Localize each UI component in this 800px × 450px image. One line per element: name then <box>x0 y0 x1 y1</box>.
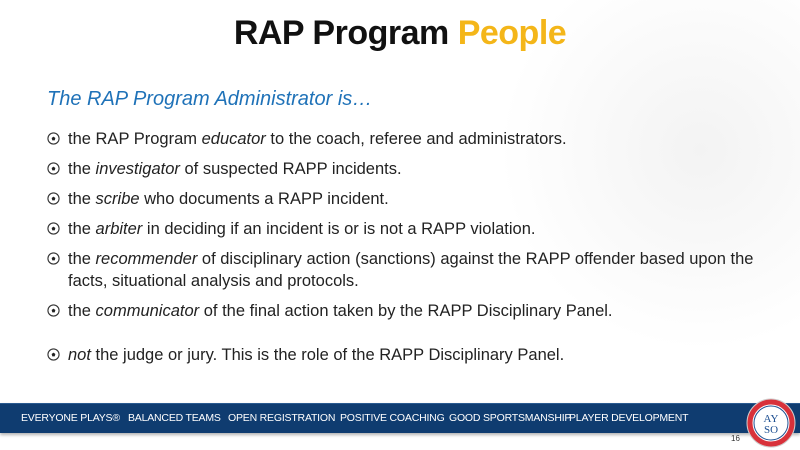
svg-text:AY: AY <box>763 413 779 425</box>
footer-item: BALANCED TEAMS <box>128 412 221 424</box>
list-item <box>47 344 767 366</box>
list-item <box>47 128 767 150</box>
bullet-emphasis: recommender <box>95 250 198 268</box>
bullet-text: the judge or jury. This is the role of the RAPP Disciplinary Panel. <box>90 346 565 364</box>
bullet-emphasis: educator <box>201 130 266 148</box>
bullet-list <box>47 128 767 374</box>
soccer-ball-icon <box>47 192 60 205</box>
subtitle: The RAP Program Administrator is… <box>47 88 373 110</box>
bullet-text: the <box>68 250 96 268</box>
bullet-emphasis: communicator <box>95 302 200 320</box>
title-main: RAP Program <box>233 14 449 52</box>
soccer-ball-icon <box>47 252 60 265</box>
soccer-ball-icon <box>47 222 60 235</box>
bullet-text: of the final action taken by the RAPP Disciplinary Panel. <box>199 302 613 320</box>
soccer-ball-icon <box>47 132 60 145</box>
bullet-text: to the coach, referee and administrators. <box>265 130 567 148</box>
list-item <box>47 300 767 322</box>
list-item <box>47 188 767 210</box>
footer-item: GOOD SPORTSMANSHIP <box>449 412 572 424</box>
ayso-logo <box>746 398 796 448</box>
bullet-text: in deciding if an incident is or is not a RAPP violation. <box>142 220 536 238</box>
bullet-emphasis: scribe <box>95 190 140 208</box>
footer-item: OPEN REGISTRATION <box>228 412 336 424</box>
footer-item: PLAYER DEVELOPMENT <box>569 412 689 424</box>
bullet-emphasis: investigator <box>95 160 180 178</box>
soccer-ball-icon <box>47 304 60 317</box>
bullet-text: the <box>68 220 96 238</box>
footer-item: EVERYONE PLAYS® <box>21 412 120 424</box>
footer-item: POSITIVE COACHING <box>340 412 445 424</box>
soccer-ball-icon <box>47 162 60 175</box>
svg-text:SO: SO <box>763 424 779 436</box>
list-item <box>47 158 767 180</box>
page-number: 16 <box>731 434 740 443</box>
bullet-emphasis: not <box>68 346 91 364</box>
bullet-text: of disciplinary action (sanctions) against the RAPP offender based upon the facts, situational analysis and protocols. <box>68 250 754 290</box>
bullet-text: the <box>68 190 96 208</box>
bullet-text: of suspected RAPP incidents. <box>179 160 402 178</box>
bullet-text: the <box>68 160 96 178</box>
footer-band <box>0 403 800 433</box>
bullet-text: the <box>68 302 96 320</box>
slide-title <box>0 14 800 53</box>
list-item <box>47 248 767 292</box>
bullet-text: the RAP Program <box>68 130 202 148</box>
bullet-emphasis: arbiter <box>95 220 143 238</box>
bullet-text: who documents a RAPP incident. <box>139 190 389 208</box>
list-item <box>47 218 767 240</box>
title-accent: People <box>457 14 567 52</box>
soccer-ball-icon <box>47 348 60 361</box>
